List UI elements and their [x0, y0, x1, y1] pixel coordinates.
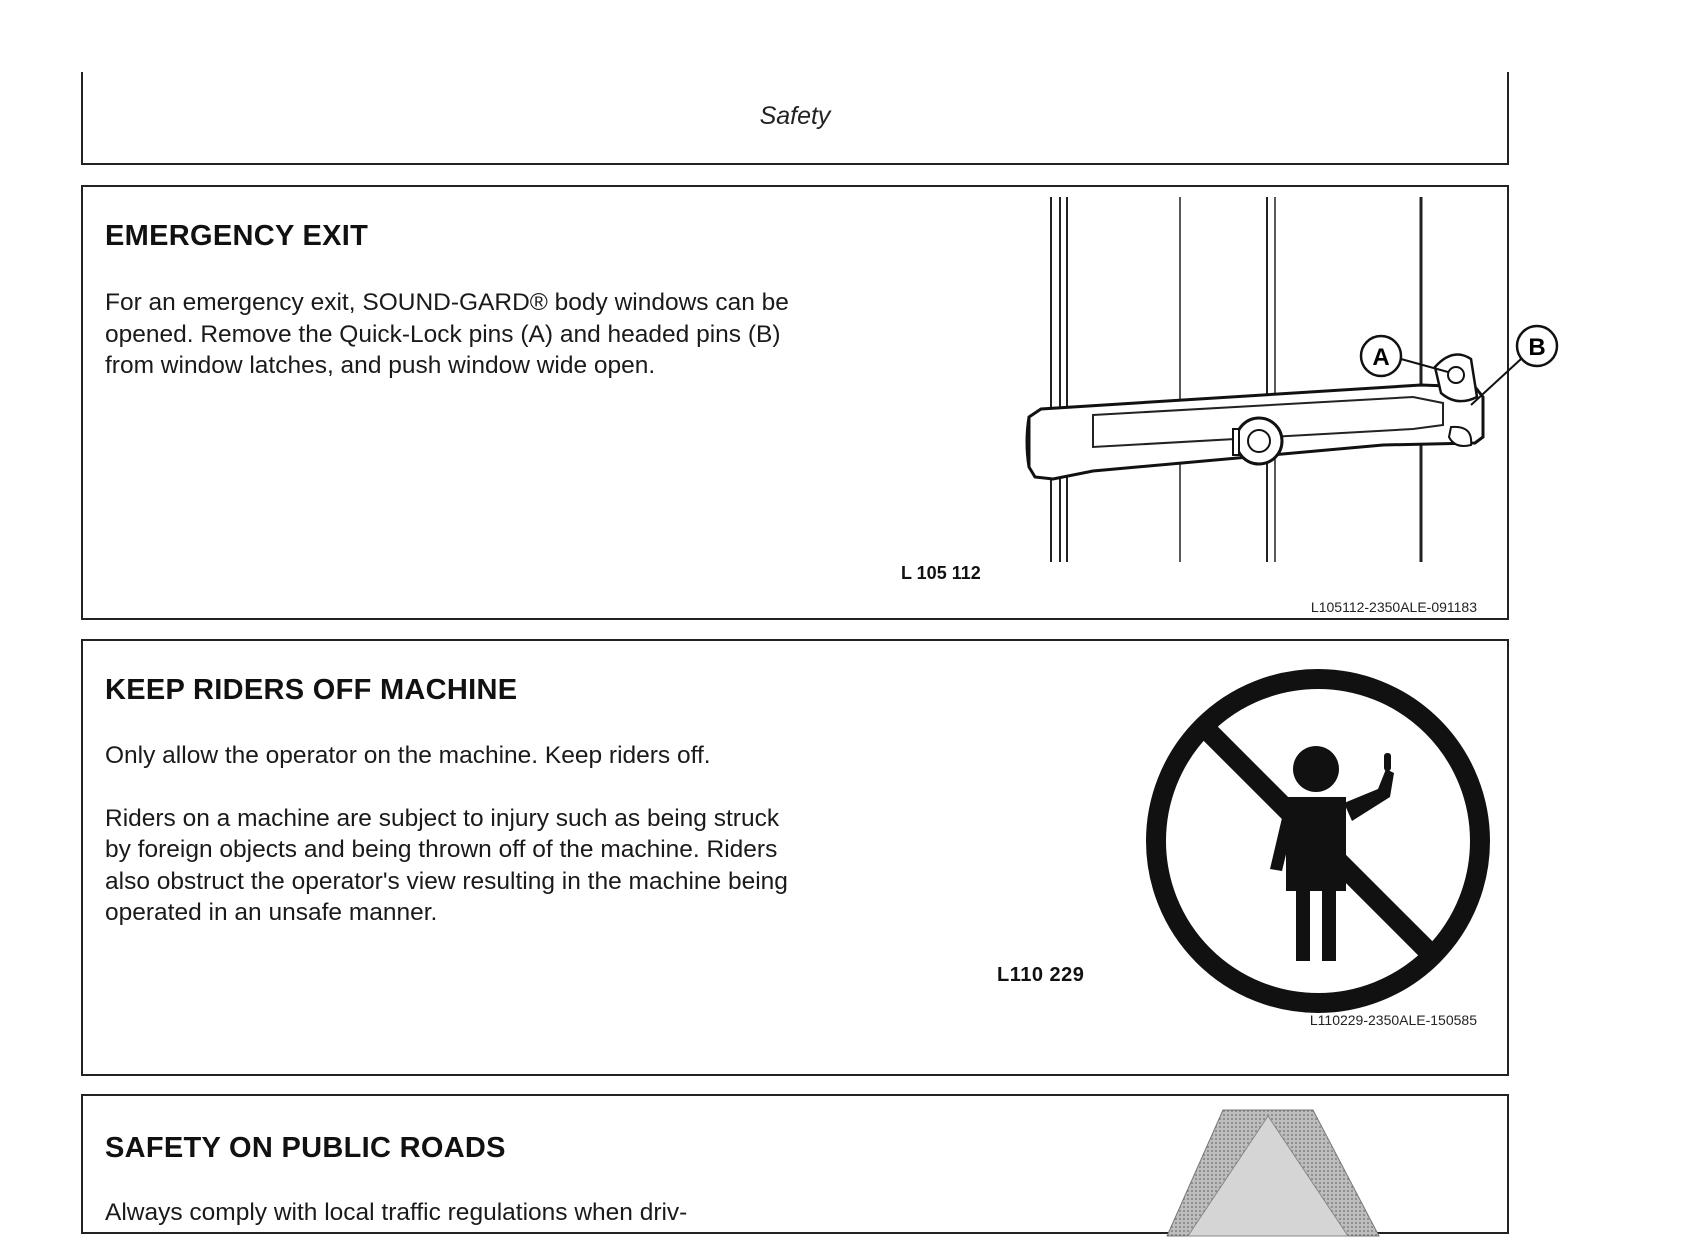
section-title: KEEP RIDERS OFF MACHINE	[105, 674, 518, 706]
figure-label: L110 229	[997, 964, 1085, 986]
paragraph: Only allow the operator on the machine. Keep riders off.	[105, 742, 711, 769]
figure-label: L 105 112	[901, 563, 981, 583]
page-header	[81, 72, 1509, 165]
section-title: EMERGENCY EXIT	[105, 220, 369, 252]
section-emergency-exit	[81, 185, 1546, 620]
reference-code: L110229-2350ALE-150585	[1309, 1012, 1477, 1028]
section-body	[105, 287, 805, 413]
reference-code: L105112-2350ALE-091183	[1310, 599, 1477, 615]
window-latch-illustration	[943, 197, 1546, 577]
section-body	[105, 740, 805, 960]
section-safety-public-roads	[81, 1094, 1509, 1234]
section-body	[105, 1197, 805, 1260]
no-riders-icon	[1138, 661, 1498, 1021]
callout-a-label: A	[1372, 344, 1390, 371]
section-keep-riders-off	[81, 639, 1509, 1076]
paragraph: Riders on a machine are subject to injury such as being struck by foreign objects and being thrown off of the machine. Riders also obstruct the operator's view resulting in the machine being operated in an unsafe manner.	[105, 804, 788, 926]
smv-emblem-illustration	[1163, 1106, 1383, 1246]
page-title: Safety	[759, 102, 831, 130]
callout-b-label: B	[1528, 334, 1546, 361]
section-title: SAFETY ON PUBLIC ROADS	[105, 1132, 506, 1164]
paragraph: Always comply with local traffic regulations when driv-	[105, 1199, 688, 1226]
paragraph: For an emergency exit, SOUND-GARD® body windows can be opened. Remove the Quick-Lock pins (A) and headed pins (B) from window latches, and push window wide open.	[105, 289, 789, 379]
